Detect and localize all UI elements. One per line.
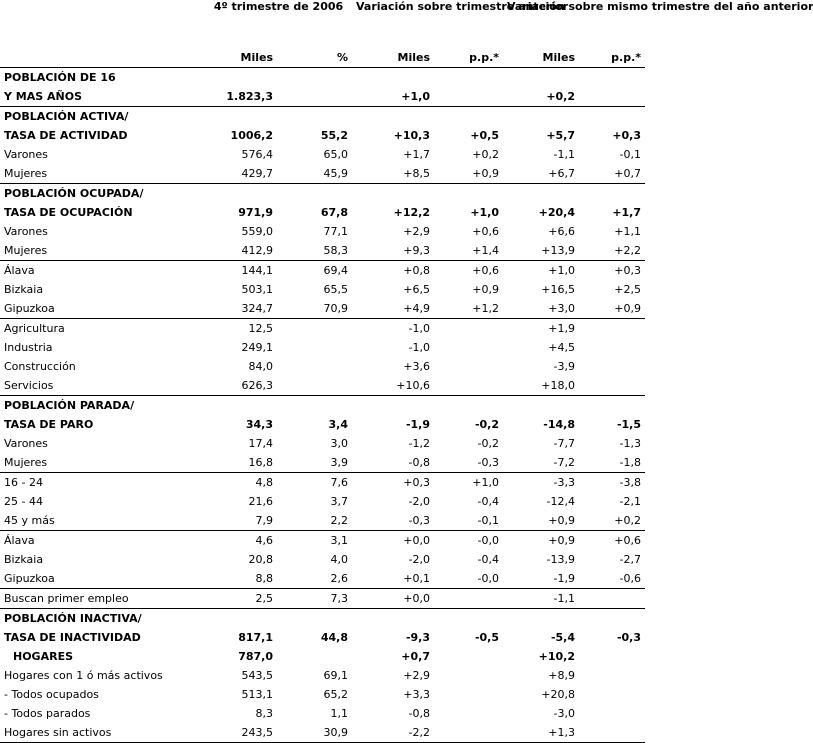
row-value: -12,4 <box>546 495 576 508</box>
row-value <box>579 376 645 396</box>
section-title: POBLACIÓN DE 16 <box>0 68 645 88</box>
row-value <box>579 357 645 376</box>
row-label: Álava <box>0 531 205 551</box>
row-value: -0,2 <box>474 418 500 431</box>
table-row <box>0 569 645 589</box>
row-value: -1,3 <box>619 437 642 450</box>
row-value: +2,2 <box>614 244 642 257</box>
row-value: 7,9 <box>255 514 273 527</box>
row-value: -0,3 <box>616 631 642 644</box>
row-value <box>277 338 352 357</box>
header-group-previous-year: Variación sobre mismo trimestre del año anterior <box>507 0 813 13</box>
row-value <box>579 723 645 743</box>
row-value: -7,2 <box>553 456 576 469</box>
row-value: +0,9 <box>503 531 579 551</box>
row-value: 1006,2 <box>230 129 273 142</box>
row-value: -3,0 <box>553 707 576 720</box>
row-value: -0,1 <box>619 148 642 161</box>
row-value: +6,5 <box>403 283 430 296</box>
row-value: +1,7 <box>403 148 430 161</box>
row-label: 16 - 24 <box>0 473 205 493</box>
row-value: -0,2 <box>477 437 500 450</box>
row-value: 3,1 <box>277 531 352 551</box>
table-row <box>0 704 645 723</box>
row-value: -0,8 <box>408 707 430 720</box>
row-value: +3,3 <box>403 688 430 701</box>
row-value <box>434 704 503 723</box>
header-unit: p.p.* <box>434 48 503 68</box>
row-value: +0,2 <box>546 90 576 103</box>
row-value: -0,6 <box>619 572 642 585</box>
row-value: +10,3 <box>393 129 430 142</box>
row-value: -2,0 <box>408 553 430 566</box>
row-value: -2,7 <box>619 553 642 566</box>
row-label: TASA DE OCUPACIÓN <box>4 206 133 219</box>
row-label: TASA DE PARO <box>4 418 94 431</box>
row-label: Mujeres <box>4 456 48 469</box>
row-value: +0,0 <box>352 589 434 609</box>
row-value: -0,0 <box>477 572 500 585</box>
row-value: 17,4 <box>248 437 273 450</box>
row-value: 3,7 <box>330 495 348 508</box>
table-row <box>0 492 645 511</box>
row-value: -2,0 <box>408 495 430 508</box>
row-value: +0,9 <box>472 283 500 296</box>
row-label: Bizkaia <box>4 553 44 566</box>
row-label: Buscan primer empleo <box>0 589 205 609</box>
table-row <box>0 511 645 531</box>
table-row <box>0 164 645 184</box>
row-label: - Todos ocupados <box>4 688 99 701</box>
row-value <box>579 704 645 723</box>
row-value: +20,4 <box>538 206 576 219</box>
row-value: +0,0 <box>352 531 434 551</box>
row-value: 67,8 <box>320 206 348 219</box>
row-value <box>579 319 645 339</box>
table-row <box>0 453 645 473</box>
table-row <box>0 222 645 241</box>
row-value <box>579 685 645 704</box>
row-value: 30,9 <box>277 723 352 743</box>
row-value: 65,2 <box>323 688 348 701</box>
row-label: Hogares con 1 ó más activos <box>4 669 163 682</box>
row-value: +0,2 <box>472 148 500 161</box>
table-row <box>0 261 645 281</box>
row-value: 16,8 <box>248 456 273 469</box>
table-row <box>0 280 645 299</box>
row-value: +1,0 <box>434 473 503 493</box>
row-value: 3,0 <box>330 437 348 450</box>
row-value: 4,8 <box>205 473 277 493</box>
row-value: 21,6 <box>248 495 273 508</box>
section-total-row <box>0 628 645 647</box>
row-label: HOGARES <box>13 650 74 663</box>
row-value: -0,1 <box>477 514 500 527</box>
row-label: 25 - 44 <box>4 495 43 508</box>
row-value: -3,8 <box>579 473 645 493</box>
row-value: 58,3 <box>323 244 348 257</box>
row-value: 12,5 <box>205 319 277 339</box>
row-value <box>434 647 503 666</box>
row-label: - Todos parados <box>4 707 91 720</box>
table-row <box>0 589 645 609</box>
row-value: 77,1 <box>323 225 348 238</box>
row-value: +3,6 <box>403 360 430 373</box>
table-row <box>0 338 645 357</box>
row-value: 2,2 <box>330 514 348 527</box>
row-value: 503,1 <box>241 283 273 296</box>
row-value: 55,2 <box>320 129 348 142</box>
row-value: 65,5 <box>323 283 348 296</box>
section-total-row <box>0 87 645 107</box>
section-title-row <box>0 184 645 204</box>
row-value: 3,4 <box>328 418 348 431</box>
row-value <box>579 87 645 107</box>
row-value: +3,0 <box>548 302 576 315</box>
row-value: 1,1 <box>330 707 348 720</box>
row-value <box>434 87 503 107</box>
row-value <box>434 666 503 685</box>
row-value: -1,1 <box>503 589 579 609</box>
hogares-row <box>0 647 645 666</box>
row-value: -0,4 <box>477 495 500 508</box>
table-row <box>0 685 645 704</box>
header-group-current-quarter: 4º trimestre de 2006 <box>213 0 344 13</box>
header-unit: Miles <box>352 48 434 68</box>
row-value: 249,1 <box>241 341 273 354</box>
row-value: -0,3 <box>477 456 500 469</box>
row-value <box>579 666 645 685</box>
row-value: +2,9 <box>403 225 430 238</box>
row-value: 2,6 <box>330 572 348 585</box>
row-value: +18,0 <box>541 379 576 392</box>
row-value: +10,2 <box>538 650 576 663</box>
row-value: -0,0 <box>434 531 503 551</box>
row-value: -0,5 <box>474 631 500 644</box>
row-label: Y MAS AÑOS <box>4 90 82 103</box>
section-title: POBLACIÓN OCUPADA/ <box>0 184 645 204</box>
section-title: POBLACIÓN ACTIVA/ <box>0 107 645 127</box>
row-label: Bizkaia <box>4 283 44 296</box>
row-value: +2,9 <box>403 669 430 682</box>
row-value: -13,9 <box>546 553 576 566</box>
row-value: +1,7 <box>612 206 642 219</box>
header-unit: p.p.* <box>579 48 645 68</box>
row-value: +0,6 <box>434 261 503 281</box>
row-value <box>579 647 645 666</box>
row-value: -1,9 <box>553 572 576 585</box>
row-value: 3,9 <box>330 456 348 469</box>
row-value <box>579 589 645 609</box>
row-value: -1,9 <box>405 418 430 431</box>
row-value: 513,1 <box>241 688 273 701</box>
table-row <box>0 531 645 551</box>
header-group-previous-quarter: Variación sobre trimestre anterior <box>356 0 569 13</box>
row-value: 84,0 <box>248 360 273 373</box>
row-value <box>277 87 352 107</box>
header-unit: Miles <box>205 48 277 68</box>
section-title-row <box>0 107 645 127</box>
row-value: 787,0 <box>238 650 273 663</box>
row-value <box>434 319 503 339</box>
row-value: -7,7 <box>553 437 576 450</box>
row-value: -0,4 <box>477 553 500 566</box>
row-value: +4,9 <box>403 302 430 315</box>
row-value: +1,0 <box>401 90 430 103</box>
table-row <box>0 666 645 685</box>
row-value: 69,1 <box>323 669 348 682</box>
row-value: +8,5 <box>403 167 430 180</box>
row-value: -3,9 <box>553 360 576 373</box>
section-title-row <box>0 609 645 629</box>
row-value: +0,6 <box>579 531 645 551</box>
row-value: -1,1 <box>553 148 576 161</box>
row-value: 20,8 <box>248 553 273 566</box>
row-value <box>434 723 503 743</box>
row-value <box>434 357 503 376</box>
row-value: 243,5 <box>205 723 277 743</box>
row-value <box>277 376 352 396</box>
row-label: Varones <box>4 148 48 161</box>
row-value: 559,0 <box>241 225 273 238</box>
row-value: 543,5 <box>241 669 273 682</box>
row-value: 144,1 <box>205 261 277 281</box>
header-unit: % <box>277 48 352 68</box>
row-value: 412,9 <box>241 244 273 257</box>
row-value: -14,8 <box>543 418 576 431</box>
row-value: -2,2 <box>352 723 434 743</box>
row-value: -1,5 <box>616 418 642 431</box>
row-value: +0,9 <box>472 167 500 180</box>
row-value: 576,4 <box>241 148 273 161</box>
row-value: +10,6 <box>396 379 430 392</box>
row-value: 7,3 <box>277 589 352 609</box>
section-total-row <box>0 415 645 434</box>
row-value: +0,7 <box>614 167 642 180</box>
row-value: +1,3 <box>503 723 579 743</box>
row-label: Hogares sin activos <box>0 723 205 743</box>
row-label: Varones <box>4 437 48 450</box>
row-value: +0,3 <box>579 261 645 281</box>
row-value: -5,4 <box>550 631 576 644</box>
table-row <box>0 434 645 453</box>
row-value <box>277 319 352 339</box>
row-value: -1,0 <box>352 319 434 339</box>
row-value: +1,1 <box>614 225 642 238</box>
row-value: 626,3 <box>241 379 273 392</box>
row-value: -1,0 <box>408 341 430 354</box>
row-value: +1,2 <box>472 302 500 315</box>
row-value: +0,3 <box>352 473 434 493</box>
row-label: Mujeres <box>4 167 48 180</box>
row-value <box>579 338 645 357</box>
row-value <box>434 685 503 704</box>
row-value: 4,0 <box>330 553 348 566</box>
row-value <box>277 647 352 666</box>
row-value: +12,2 <box>393 206 430 219</box>
header-units-corner <box>0 48 205 68</box>
row-value: +6,6 <box>548 225 576 238</box>
section-title-row <box>0 396 645 416</box>
row-value: +0,2 <box>614 514 642 527</box>
section-title-row <box>0 68 645 88</box>
row-value: +0,9 <box>548 514 576 527</box>
row-label: Servicios <box>4 379 54 392</box>
row-value: +0,5 <box>470 129 500 142</box>
header-unit: Miles <box>503 48 579 68</box>
row-label: Mujeres <box>4 244 48 257</box>
row-value <box>434 589 503 609</box>
row-label: 45 y más <box>4 514 55 527</box>
row-value: +8,9 <box>548 669 576 682</box>
row-value: +0,9 <box>614 302 642 315</box>
row-value: 324,7 <box>241 302 273 315</box>
row-value: +0,8 <box>352 261 434 281</box>
row-value: 2,5 <box>205 589 277 609</box>
row-value: -9,3 <box>405 631 430 644</box>
row-value: 4,6 <box>205 531 277 551</box>
table-row <box>0 376 645 396</box>
row-value: -0,8 <box>408 456 430 469</box>
row-value: +16,5 <box>541 283 576 296</box>
section-total-row <box>0 203 645 222</box>
row-value: +2,5 <box>614 283 642 296</box>
row-value: 45,9 <box>323 167 348 180</box>
row-value: +1,0 <box>503 261 579 281</box>
table-row <box>0 357 645 376</box>
row-value: 971,9 <box>238 206 273 219</box>
row-value: -1,8 <box>619 456 642 469</box>
row-value: 1.823,3 <box>226 90 273 103</box>
row-label: Gipuzkoa <box>4 572 55 585</box>
table-row <box>0 145 645 164</box>
row-value: +0,7 <box>401 650 430 663</box>
section-title: POBLACIÓN INACTIVA/ <box>0 609 645 629</box>
row-value: +9,3 <box>403 244 430 257</box>
table-row <box>0 473 645 493</box>
row-value: +1,4 <box>472 244 500 257</box>
header-row-groups <box>0 0 645 48</box>
row-value: -2,1 <box>619 495 642 508</box>
row-label: Álava <box>0 261 205 281</box>
row-label: Agricultura <box>0 319 205 339</box>
row-value: +0,6 <box>472 225 500 238</box>
row-value: -0,3 <box>408 514 430 527</box>
header-row-units <box>0 48 645 68</box>
row-value: 34,3 <box>245 418 273 431</box>
row-label: TASA DE INACTIVIDAD <box>4 631 141 644</box>
row-value: +0,3 <box>612 129 642 142</box>
row-label: Construcción <box>4 360 76 373</box>
row-value <box>434 376 503 396</box>
row-value: +13,9 <box>541 244 576 257</box>
row-value: +6,7 <box>548 167 576 180</box>
row-value <box>277 357 352 376</box>
row-value: 70,9 <box>323 302 348 315</box>
section-title: POBLACIÓN PARADA/ <box>0 396 645 416</box>
table-row <box>0 550 645 569</box>
table-row <box>0 241 645 261</box>
row-value: -3,3 <box>503 473 579 493</box>
row-label: TASA DE ACTIVIDAD <box>4 129 128 142</box>
row-label: Gipuzkoa <box>4 302 55 315</box>
row-value: +1,0 <box>470 206 500 219</box>
row-value: +20,8 <box>541 688 576 701</box>
row-value: 44,8 <box>320 631 348 644</box>
row-value: 8,8 <box>255 572 273 585</box>
row-value: 65,0 <box>323 148 348 161</box>
row-value: +0,1 <box>403 572 430 585</box>
row-value: 7,6 <box>277 473 352 493</box>
row-value: +1,9 <box>503 319 579 339</box>
row-value: +4,5 <box>548 341 576 354</box>
table-row <box>0 319 645 339</box>
row-value: 69,4 <box>277 261 352 281</box>
table-row <box>0 299 645 319</box>
row-label: Varones <box>4 225 48 238</box>
row-value: 817,1 <box>238 631 273 644</box>
row-label: Industria <box>4 341 53 354</box>
row-value: 8,3 <box>255 707 273 720</box>
row-value: 429,7 <box>241 167 273 180</box>
row-value <box>434 338 503 357</box>
row-value: -1,2 <box>408 437 430 450</box>
header-corner <box>0 0 205 48</box>
row-value: +5,7 <box>546 129 576 142</box>
table-row <box>0 723 645 743</box>
section-total-row <box>0 126 645 145</box>
